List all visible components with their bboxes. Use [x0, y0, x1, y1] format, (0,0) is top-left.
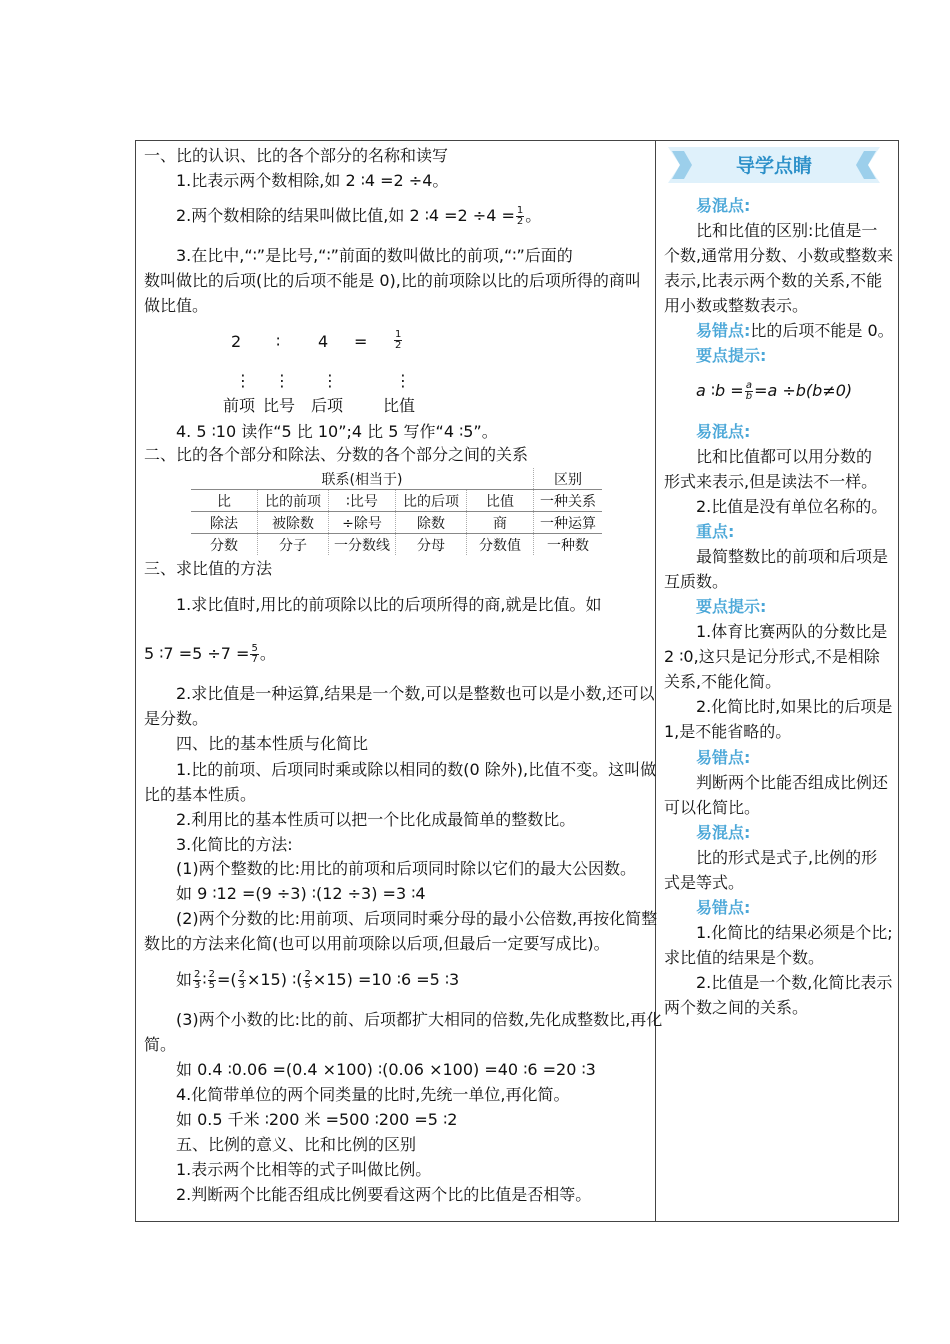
tip-text: 判断两个比能否组成比例还: [696, 773, 889, 792]
table-cell: 比的前项: [258, 490, 329, 512]
paragraph: 3.在比中,“∶”是比号,“∶”前面的数叫做比的前项,“∶”后面的: [176, 246, 573, 265]
fraction-example: 如 $\frac{2}{3}$ ∶ $\frac{2}{5}$ =( $\frac{2}{3}$ ×15) ∶( $\frac{2}{5}$ ×15) =10 ∶6 =5 ∶3: [176, 969, 460, 991]
label-value: 比值: [383, 396, 416, 415]
dots: ⋮: [322, 371, 338, 390]
table-head-difference: 区别: [534, 468, 603, 490]
relation-table: [191, 468, 602, 555]
tip-heading: 易错点:: [696, 748, 751, 767]
tip-text: 2.比值是没有单位名称的。: [696, 497, 888, 516]
tip-heading: 要点提示:: [696, 346, 767, 365]
section-5-title: 五、比例的意义、比和比例的区别: [176, 1135, 417, 1154]
paragraph: 如 0.4 ∶0.06 =(0.4 ×100) ∶(0.06 ×100) =40 ∶6 =20 ∶3: [176, 1060, 596, 1079]
tip-heading: 易混点:: [696, 422, 751, 441]
paragraph: (2)两个分数的比:用前项、后项同时乘分母的最小公倍数,再按化简整: [176, 909, 658, 928]
tip-text: 形式来表示,但是读法不一样。: [664, 472, 878, 491]
tip-text: 比的形式是式子,比例的形: [696, 848, 878, 867]
paragraph: 做比值。: [144, 296, 209, 315]
table-cell: 比值: [467, 490, 534, 512]
paragraph: 2.判断两个比能否组成比例要看这两个比的比值是否相等。: [176, 1185, 592, 1204]
tip-text: 2.化简比时,如果比的后项是: [696, 697, 893, 716]
tip-text: 用小数或整数表示。: [664, 296, 809, 315]
paragraph: 5 ∶7 =5 ÷7 = $\frac{5}{7}$ 。: [144, 643, 276, 665]
table-cell: 比: [191, 490, 258, 512]
table-cell: 分母: [396, 534, 467, 556]
tip-text: 两个数之间的关系。: [664, 998, 809, 1017]
paragraph: 2.求比值是一种运算,结果是一个数,可以是整数也可以是小数,还可以: [176, 684, 655, 703]
tip-text: 最简整数比的前项和后项是: [696, 547, 889, 566]
ratio-formula: a ∶b = $\frac{a}{b}$ =a ÷b(b≠0): [696, 380, 853, 402]
table-head-relation: 联系(相当于): [191, 468, 534, 490]
tip-heading: 易错点:: [696, 321, 751, 340]
tip-text: 比和比值都可以用分数的: [696, 447, 873, 466]
tip-text: 式是等式。: [664, 873, 745, 892]
tip-text: 1.化简比的结果必须是个比;: [696, 923, 893, 942]
paragraph: 是分数。: [144, 709, 209, 728]
tip-text: 2.比值是一个数,化简比表示: [696, 973, 893, 992]
section-4-title: 四、比的基本性质与化简比: [176, 734, 369, 753]
section-1-title: 一、比的认识、比的各个部分的名称和读写: [144, 146, 449, 165]
table-cell: ÷除号: [329, 512, 396, 534]
tip-line: [696, 320, 894, 342]
paragraph: (1)两个整数的比:用比的前项和后项同时除以它们的最大公因数。: [176, 859, 637, 878]
diagram-equals: =: [354, 332, 368, 351]
label-front: 前项: [223, 396, 256, 415]
paragraph: 4.化简带单位的两个同类量的比时,先统一单位,再化简。: [176, 1085, 570, 1104]
paragraph: 简。: [144, 1035, 177, 1054]
table-cell: 商: [467, 512, 534, 534]
diagram-back: 4: [318, 332, 329, 351]
dots: ⋮: [235, 371, 251, 390]
tip-text: 可以化简比。: [664, 798, 761, 817]
diagram-fraction: $\frac{1}{2}$: [395, 329, 402, 351]
paragraph: (3)两个小数的比:比的前、后项都扩大相同的倍数,先化成整数比,再化: [176, 1010, 663, 1029]
paragraph: 1.比表示两个数相除,如 2 ∶4 =2 ÷4。: [176, 171, 449, 190]
paragraph: 如 9 ∶12 =(9 ÷3) ∶(12 ÷3) =3 ∶4: [176, 884, 426, 903]
tip-text: 求比值的结果是个数。: [664, 948, 825, 967]
tip-text: 2 ∶0,这只是记分形式,不是相除: [664, 647, 880, 666]
tip-heading: 易混点:: [696, 196, 751, 215]
table-cell: 一种关系: [534, 490, 603, 512]
tip-text: 比的后项不能是 0。: [750, 321, 894, 340]
dots: ⋮: [274, 371, 290, 390]
table-cell: 除法: [191, 512, 258, 534]
tip-text: 1,是不能省略的。: [664, 722, 792, 741]
paragraph: 2.利用比的基本性质可以把一个比化成最简单的整数比。: [176, 810, 576, 829]
paragraph: 1.表示两个比相等的式子叫做比例。: [176, 1160, 432, 1179]
tip-heading: 重点:: [696, 522, 735, 541]
fraction: $\frac{1}{2}$: [516, 205, 524, 227]
tip-text: 表示,比表示两个数的关系,不能: [664, 271, 883, 290]
table-cell: 比的后项: [396, 490, 467, 512]
label-colon: 比号: [263, 396, 296, 415]
tip-text: 比和比值的区别:比值是一: [696, 221, 878, 240]
tip-text: 个数,通常用分数、小数或整数来: [664, 246, 894, 265]
paragraph: 比的基本性质。: [144, 785, 257, 804]
dots: ⋮: [395, 371, 411, 390]
diagram-colon: ∶: [276, 332, 281, 351]
tip-text: 1.体育比赛两队的分数比是: [696, 622, 888, 641]
tip-text: 互质数。: [664, 572, 729, 591]
sidebar-banner: [668, 147, 880, 183]
section-3-title: 三、求比值的方法: [144, 559, 273, 578]
tip-heading: 要点提示:: [696, 597, 767, 616]
table-cell: 分子: [258, 534, 329, 556]
tip-heading: 易混点:: [696, 823, 751, 842]
paragraph: 数叫做比的后项(比的后项不能是 0),比的前项除以比的后项所得的商叫: [144, 271, 641, 290]
paragraph: 如 0.5 千米 ∶200 米 =500 ∶200 =5 ∶2: [176, 1110, 458, 1129]
table-cell: 一种运算: [534, 512, 603, 534]
paragraph: 1.比的前项、后项同时乘或除以相同的数(0 除外),比值不变。这叫做: [176, 760, 657, 779]
label-back: 后项: [311, 396, 344, 415]
table-cell: ∶比号: [329, 490, 396, 512]
table-cell: 分数: [210, 537, 238, 554]
section-2-title: 二、比的各个部分和除法、分数的各个部分之间的关系: [144, 445, 529, 464]
table-cell: 除数: [396, 512, 467, 534]
table-cell: 被除数: [258, 512, 329, 534]
table-cell: 一种数: [534, 534, 603, 556]
fraction: $\frac{5}{7}$: [251, 643, 258, 665]
diagram-front: 2: [231, 332, 242, 351]
table-cell: 分数值: [467, 534, 534, 556]
banner-shape: [668, 147, 880, 183]
paragraph: 2.两个数相除的结果叫做比值,如 2 ∶4 =2 ÷4 = $\frac{1}{2}$ 。: [176, 205, 542, 227]
banner-title: 导学点睛: [735, 155, 813, 177]
paragraph: 3.化简比的方法:: [176, 835, 293, 854]
paragraph: 数比的方法来化简(也可以用前项除以后项,但最后一定要写成比)。: [144, 934, 610, 953]
paragraph: 4. 5 ∶10 读作“5 比 10”;4 比 5 写作“4 ∶5”。: [176, 422, 498, 441]
paragraph: 1.求比值时,用比的前项除以比的后项所得的商,就是比值。如: [176, 595, 602, 614]
tip-heading: 易错点:: [696, 898, 751, 917]
table-cell: 一分数线: [329, 534, 396, 556]
column-divider: [655, 140, 656, 1222]
tip-text: 关系,不能化简。: [664, 672, 782, 691]
